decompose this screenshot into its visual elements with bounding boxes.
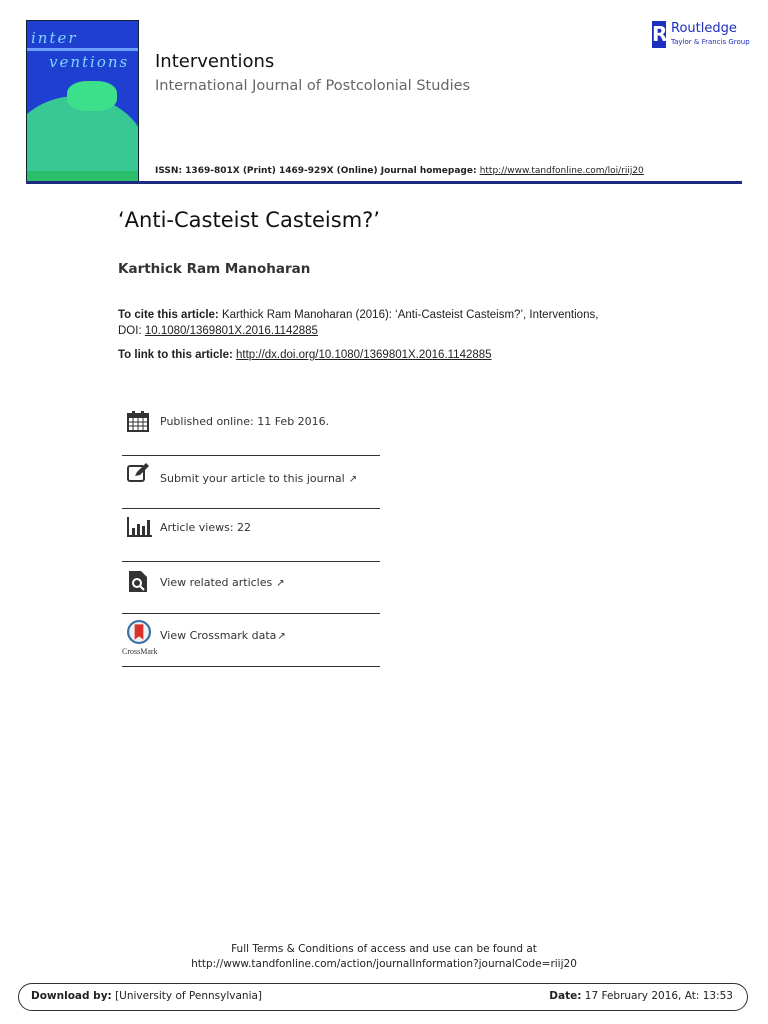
download-value: [University of Pennsylvania]	[111, 990, 263, 1002]
journal-homepage-link[interactable]: http://www.tandfonline.com/loi/riij20	[479, 166, 644, 176]
crossmark-label: View Crossmark data	[160, 629, 277, 642]
divider	[122, 613, 380, 614]
search-document-icon	[127, 570, 149, 592]
publisher-group: Taylor & Francis Group	[671, 38, 750, 46]
issn-text: ISSN: 1369-801X (Print) 1469-929X (Online) Journal homepage:	[155, 166, 480, 176]
submit-article-text	[160, 472, 357, 485]
calendar-icon	[127, 410, 149, 432]
cite-text: Karthick Ram Manoharan (2016): ‘Anti-Casteist Casteism?’, Interventions,	[218, 309, 599, 321]
download-info-box	[18, 983, 748, 1011]
cover-land	[67, 81, 117, 111]
issn-line	[155, 166, 644, 176]
cover-footer	[27, 171, 138, 181]
divider	[122, 561, 380, 562]
external-link-icon: ↗	[348, 474, 358, 485]
crossmark-link[interactable]	[122, 620, 380, 660]
related-articles-label: View related articles	[160, 576, 273, 589]
header-rule	[26, 181, 742, 184]
article-url-link[interactable]: http://dx.doi.org/10.1080/1369801X.2016.1142885	[236, 349, 492, 361]
published-online-text: Published online: 11 Feb 2016.	[160, 415, 330, 428]
cover-band	[27, 48, 138, 51]
submit-article-label: Submit your article to this journal	[160, 472, 345, 485]
download-by	[31, 990, 262, 1002]
doi-prefix: DOI:	[118, 325, 145, 337]
journal-title: Interventions	[155, 51, 275, 72]
bar-chart-icon	[127, 515, 153, 537]
date-label: Date:	[549, 990, 582, 1002]
divider	[122, 455, 380, 456]
article-title: ‘Anti-Casteist Casteism?’	[118, 208, 380, 232]
edit-icon	[127, 462, 149, 484]
article-author: Karthick Ram Manoharan	[118, 261, 311, 277]
terms-url[interactable]: http://www.tandfonline.com/action/journalInformation?journalCode=riij20	[191, 958, 577, 970]
article-link	[118, 347, 758, 363]
divider	[122, 666, 380, 667]
crossmark-icon	[127, 620, 151, 644]
cover-title-1: inter	[31, 29, 78, 47]
crossmark-text	[160, 629, 286, 642]
terms-text: Full Terms & Conditions of access and use can be found at	[231, 943, 537, 955]
submit-article-link[interactable]	[122, 462, 380, 492]
related-articles-link[interactable]	[122, 568, 380, 598]
journal-cover-image	[26, 20, 139, 182]
journal-subtitle: International Journal of Postcolonial Studies	[155, 78, 471, 94]
routledge-logo	[652, 21, 762, 51]
published-online-row	[122, 410, 380, 436]
article-views-text: Article views: 22	[160, 521, 252, 534]
divider	[122, 508, 380, 509]
article-views-row	[122, 515, 380, 541]
routledge-mark-icon: R	[652, 22, 668, 46]
related-articles-text	[160, 576, 285, 589]
cite-label: To cite this article:	[118, 309, 219, 321]
citation	[118, 307, 758, 339]
link-label: To link to this article:	[118, 349, 236, 361]
crossmark-caption: CrossMark	[122, 647, 158, 656]
date-value: 17 February 2016, At: 13:53	[581, 990, 733, 1002]
publisher-name: Routledge	[671, 21, 737, 36]
doi-link[interactable]: 10.1080/1369801X.2016.1142885	[144, 325, 318, 337]
download-label: Download by:	[31, 990, 112, 1002]
external-link-icon: ↗	[277, 631, 286, 642]
external-link-icon: ↗	[276, 578, 285, 589]
cover-title-2: ventions	[49, 53, 130, 71]
download-date	[549, 990, 733, 1002]
